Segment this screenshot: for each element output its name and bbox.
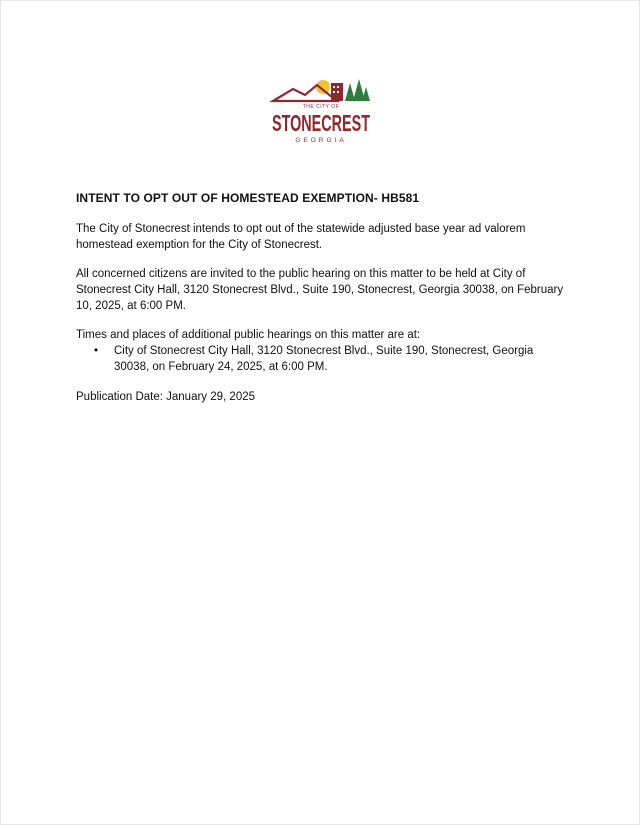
list-item [76, 343, 566, 375]
logo-city-name: STONECREST [272, 110, 370, 136]
intent-paragraph: The City of Stonecrest intends to opt out of the statewide adjusted base year ad valorem homestead exemption for the City of Stonecrest. [76, 223, 526, 251]
logo-small-text: THE CITY OF [302, 104, 340, 110]
hearing-location-text: City of Stonecrest City Hall, 3120 Stonecrest Blvd., Suite 190, Stonecrest, Georgia 30038, on February 24, 2025, at 6:00 PM. [114, 345, 534, 373]
publication-date: Publication Date: January 29, 2025 [76, 391, 256, 403]
logo-state-name: GEORGIA [295, 137, 347, 144]
public-hearing-paragraph: All concerned citizens are invited to the public hearing on this matter to be held at City of Stonecrest City Hall, 3120 Stonecrest Blvd., Suite 190, Stonecrest, Georgia 30038, on February 10, 2025, at 6:00 PM. [76, 268, 564, 312]
additional-hearings-list [76, 343, 566, 375]
stonecrest-logo-graphic [271, 77, 371, 147]
tree-icon [362, 87, 370, 101]
tree-icon [345, 83, 355, 101]
stonecrest-logo [271, 77, 371, 147]
additional-hearings-intro: Times and places of additional public hearings on this matter are at: [76, 329, 421, 341]
bullet-icon: • [94, 345, 99, 357]
document-title: INTENT TO OPT OUT OF HOMESTEAD EXEMPTION- HB581 [76, 191, 420, 205]
